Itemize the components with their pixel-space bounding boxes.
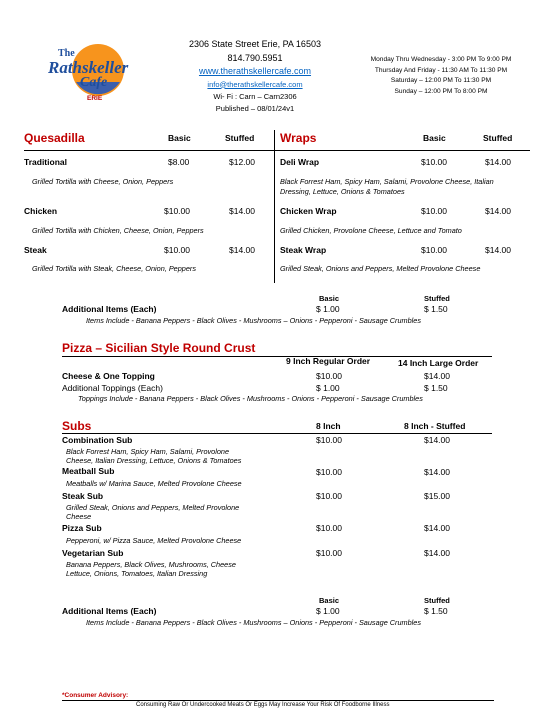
logo-name-1: Rathskeller — [48, 58, 129, 77]
additional-note: Items Include - Banana Peppers - Black Olives - Mushrooms – Onions - Pepperoni - Sausage Crumbles — [86, 618, 421, 627]
hours-line: Sunday – 12:00 PM To 8:00 PM — [394, 87, 488, 95]
menu-item-description: Grilled Steak, Onions and Peppers, Melted Provolone — [66, 503, 240, 512]
menu-item-price: $15.00 — [424, 491, 450, 501]
logo-the: The — [58, 48, 75, 59]
header-contact — [160, 38, 350, 115]
wraps-col-stuffed: Stuffed — [483, 133, 513, 143]
menu-item-price: $10.00 — [164, 245, 190, 255]
menu-item-price: $10.00 — [316, 548, 342, 558]
additional-items-label: Additional Items (Each) — [62, 304, 157, 314]
menu-item-name: Steak — [24, 245, 47, 255]
logo-erie: ERIE — [87, 95, 103, 102]
menu-item-price: $ 1.50 — [424, 383, 448, 393]
pizza-col-large: 14 Inch Large Order — [398, 358, 479, 368]
menu-item-name: Meatball Sub — [62, 466, 115, 476]
quesadilla-title: Quesadilla — [24, 131, 85, 145]
menu-item-name: Cheese & One Topping — [62, 371, 155, 381]
menu-item-description: Grilled Chicken, Provolone Cheese, Lettuce and Tomato — [280, 226, 462, 235]
menu-item-description: Black Forrest Ham, Spicy Ham, Salami, Provolone — [66, 447, 230, 456]
menu-item-description: Black Forrest Ham, Spicy Ham, Salami, Provolone Cheese, Italian — [280, 177, 494, 186]
menu-item-price: $14.00 — [485, 157, 511, 167]
menu-item-price: $ 1.00 — [316, 383, 340, 393]
additional-col-stuffed: Stuffed — [424, 294, 450, 303]
menu-item-name: Vegetarian Sub — [62, 548, 124, 558]
menu-item-price: $10.00 — [421, 157, 447, 167]
menu-item-price: $14.00 — [229, 245, 255, 255]
pizza-col-regular: 9 Inch Regular Order — [286, 356, 371, 366]
email-link[interactable]: info@therathskellercafe.com — [207, 79, 303, 89]
menu-item-name: Chicken — [24, 206, 58, 216]
logo-name-2: Cafe — [80, 75, 108, 90]
additional-note: Items Include - Banana Peppers - Black Olives - Mushrooms – Onions - Pepperoni - Sausage Crumbles — [86, 316, 421, 325]
menu-item-description: Meatballs w/ Marina Sauce, Melted Provolone Cheese — [66, 479, 242, 488]
menu-item-price: $14.00 — [424, 523, 450, 533]
menu-item-name: Chicken Wrap — [280, 206, 337, 216]
additional-price-basic: $ 1.00 — [316, 606, 340, 616]
menu-item-description: Grilled Tortilla with Chicken, Cheese, Onion, Peppers — [32, 226, 204, 235]
menu-item-price: $10.00 — [316, 523, 342, 533]
menu-item-price: $12.00 — [229, 157, 255, 167]
divider — [62, 356, 492, 357]
menu-item-description: Lettuce, Onions, Tomatoes, Italian Dressing — [66, 569, 208, 578]
published: Published – 08/01/24v1 — [215, 103, 295, 113]
hours-line: Thursday And Friday - 11:30 AM To 11:30 PM — [374, 66, 508, 74]
additional-items-label: Additional Items (Each) — [62, 606, 157, 616]
advisory-title: *Consumer Advisory: — [62, 692, 129, 699]
wraps-title: Wraps — [280, 131, 317, 145]
menu-item-name: Traditional — [24, 157, 67, 167]
divider — [62, 433, 492, 434]
menu-item-description: Banana Peppers, Black Olives, Mushrooms, Cheese — [66, 560, 236, 569]
additional-price-basic: $ 1.00 — [316, 304, 340, 314]
menu-item-price: $14.00 — [424, 435, 450, 445]
additional-col-basic: Basic — [319, 596, 340, 605]
pizza-title: Pizza – Sicilian Style Round Crust — [62, 341, 256, 355]
subs-col-8inch: 8 Inch — [316, 421, 341, 431]
menu-item-description: Grilled Steak, Onions and Peppers, Melted Provolone Cheese — [280, 264, 481, 273]
wifi: Wi- Fi : Carn – Carn2306 — [213, 91, 297, 101]
website-link[interactable]: www.therathskellercafe.com — [198, 66, 312, 76]
menu-item-price: $10.00 — [316, 371, 342, 381]
divider — [24, 150, 530, 151]
additional-col-stuffed: Stuffed — [424, 596, 450, 605]
menu-item-price: $14.00 — [485, 245, 511, 255]
phone: 814.790.5951 — [227, 52, 283, 63]
pizza-note: Toppings Include - Banana Peppers - Black Olives - Mushrooms - Onions - Pepperoni - Sausage Crumbles — [78, 394, 423, 403]
divider — [62, 700, 494, 701]
menu-item-price: $14.00 — [229, 206, 255, 216]
additional-price-stuffed: $ 1.50 — [424, 304, 448, 314]
address: 2306 State Street Erie, PA 16503 — [189, 39, 321, 49]
quesadilla-col-basic: Basic — [168, 133, 191, 143]
menu-item-price: $10.00 — [164, 206, 190, 216]
additional-price-stuffed: $ 1.50 — [424, 606, 448, 616]
menu-item-description: Grilled Tortilla with Cheese, Onion, Peppers — [32, 177, 174, 186]
menu-item-price: $14.00 — [424, 467, 450, 477]
menu-item-price: $14.00 — [485, 206, 511, 216]
menu-item-description: Cheese, Italian Dressing, Lettuce, Onions & Tomatoes — [66, 456, 242, 465]
logo — [46, 38, 144, 108]
hours — [350, 55, 532, 97]
menu-item-name: Deli Wrap — [280, 157, 320, 167]
menu-item-name: Additional Toppings (Each) — [62, 383, 163, 393]
menu-item-description: Pepperoni, w/ Pizza Sauce, Melted Provolone Cheese — [66, 536, 242, 545]
subs-col-stuffed: 8 Inch - Stuffed — [404, 421, 466, 431]
advisory-text: Consuming Raw Or Undercooked Meats Or Eggs May Increase Your Risk Of Foodborne Illness — [136, 702, 390, 708]
menu-item-name: Steak Sub — [62, 491, 104, 501]
menu-item-price: $14.00 — [424, 371, 450, 381]
quesadilla-col-stuffed: Stuffed — [225, 133, 255, 143]
column-divider — [274, 130, 275, 283]
menu-item-name: Steak Wrap — [280, 245, 327, 255]
additional-col-basic: Basic — [319, 294, 340, 303]
hours-line: Saturday – 12:00 PM To 11:30 PM — [390, 77, 492, 84]
menu-item-price: $10.00 — [421, 245, 447, 255]
menu-item-price: $14.00 — [424, 548, 450, 558]
hours-line: Monday Thru Wednesday - 3:00 PM To 9:00 PM — [370, 56, 512, 63]
menu-item-price: $10.00 — [316, 467, 342, 477]
menu-item-name: Pizza Sub — [62, 523, 102, 533]
menu-item-price: $10.00 — [316, 435, 342, 445]
menu-item-price: $10.00 — [421, 206, 447, 216]
menu-item-price: $10.00 — [316, 491, 342, 501]
menu-item-name: Combination Sub — [62, 435, 133, 445]
menu-item-description: Grilled Tortilla with Steak, Cheese, Onion, Peppers — [32, 264, 196, 273]
subs-title: Subs — [62, 419, 92, 433]
wraps-col-basic: Basic — [423, 133, 446, 143]
menu-item-description: Dressing, Lettuce, Onions & Tomatoes — [280, 187, 405, 196]
menu-item-description: Cheese — [66, 512, 92, 521]
menu-item-price: $8.00 — [168, 157, 190, 167]
